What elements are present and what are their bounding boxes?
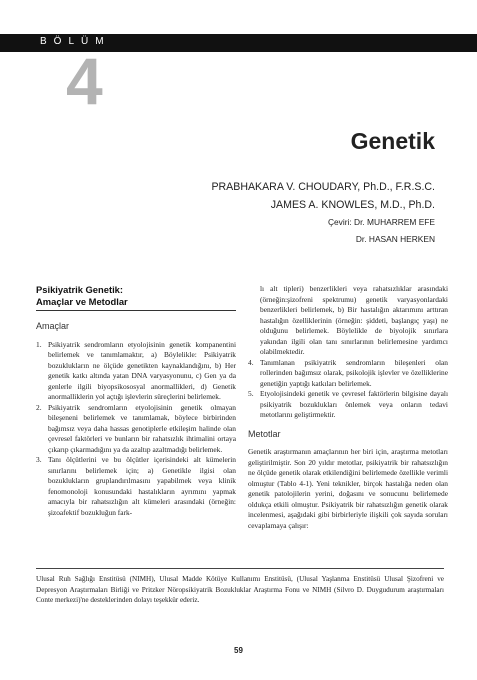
aims-list: [36, 340, 236, 519]
list-number: 5.: [248, 389, 254, 398]
continuation-paragraph: lı alt tipleri) benzerlikleri veya rahatsızlıklar arasındaki (örneğin:şizofreni spektrumu) genetik varyasyonlardaki benzerlikleri belirlemek, b) Bir hastalığın aktarımını arttıran hastalığın özelliklerinin (örneğin: şiddeti, başlangıç yaşı) ne olduğunu belirlemek. Böylelikle de biyolojik sınırlara yakından ilgili olan tanı sınırlarının belirlemesine yardımcı olabilmektedir.: [260, 284, 448, 356]
section-rule: [36, 310, 236, 311]
list-number: 4.: [248, 357, 254, 367]
section-title: [36, 284, 236, 308]
author-list: [211, 178, 435, 214]
list-text: Psikiyatrik sendromların etyolojisinin genetik olmayan bileşeneni belirlemek ve tanımlamak, böylece birbirinden bağımsız veya daha hassas genotiplerle etkileşim halinde olan çevresel faktörleri ve bunların bir rahatsızlık ihtimalini ortaya çıkarıp çıkarmadığını ya da azaltıp azaltmadığı belirlemek.: [48, 402, 236, 454]
footnote-rule: [36, 568, 444, 569]
list-item: [248, 389, 448, 421]
list-text: Psikiyatrik sendromların etyolojisinin genetik kompanentini belirlemek ve tanımlamaktır, a) Böylelikle: Psikiyatrik bozuklukların ne ölçüde genetikten kaynaklandığını, b) Her genetik katkı altında yatan DNA varyasyonunu, c) Gen ya da genlerle ilgili biyopsikososyal anormallikleri, d) Genetik anormalliklerin yol açtığı işlevlerin süreçlerini belirlemek.: [48, 339, 236, 401]
aims-list-continued: [248, 358, 448, 421]
list-item: [36, 403, 236, 456]
chapter-label: BÖLÜM: [40, 36, 111, 47]
translator-list: [328, 214, 435, 248]
list-text: Etyolojisindeki genetik ve çevresel faktörlerin bilgisine dayalı psikiyatrik bozuklukları önlemek veya onların tedavi metotlarını geliştirmektir.: [260, 389, 448, 419]
list-item: [36, 455, 236, 518]
methods-text: [248, 447, 448, 531]
right-column: [248, 284, 448, 531]
list-number: 1.: [36, 339, 42, 349]
list-item: [248, 358, 448, 390]
list-item: [36, 340, 236, 403]
subsection-title: Amaçlar: [36, 321, 70, 331]
translator: Dr. HASAN HERKEN: [355, 234, 435, 244]
list-text: Tanı ölçütlerini ve bu ölçütler içerisindeki alt kümelerin sınırlarını belirlemek için; a) Genetikle ilgisi olan bozuklukların gruplandırılmasını yapabilmek veya klinik fenomonoloji konusundaki hastalıkların ayrımını yapmak amacıyla bir rahatsızlığın alt kümeleri arasındaki (örneğin: şizoafektif bozukluğun fark-: [48, 455, 236, 517]
continuation-text: [248, 284, 448, 358]
translator: Çeviri: Dr. MUHARREM EFE: [327, 217, 435, 227]
author: PRABHAKARA V. CHOUDARY, Ph.D., F.R.S.C.: [211, 181, 435, 193]
list-number: 3.: [36, 455, 42, 464]
list-text: Tanımlanan psikiyatrik sendromların bileşenleri olan rollerinden bağımsız olarak, psikolojik işlevler ve özelliklerine genetiğin yaptığı katkıları belirlemek.: [260, 357, 448, 388]
methods-paragraph: Genetik araştırmanın amaçlarının her biri için, araştırma metotları geliştirilmiştir. Son 20 yıldır metotlar, psikiyatrik bir rahatsızlığın ne ölçüde genetik olarak etkilendiğini belirlemede özellikle verimli olmuştur (Tablo 4-1). Yeni teknikler, birçok hastalığa neden olan genetik patolojilerin yerini, doğasını ve sonucunu belirlemede oldukça etkili olmuştur. Psikiyatrik bir rahatsızlığın genetik olarak incelenmesi, aşağıdaki gibi birbirleriyle ilişkili çok sayıda soruları cevaplamaya çalışır:: [248, 447, 448, 530]
chapter-number: 4: [66, 44, 103, 118]
section-title-line: Psikiyatrik Genetik:: [36, 284, 124, 295]
left-column: [36, 284, 236, 518]
author: JAMES A. KNOWLES, M.D., Ph.D.: [270, 199, 435, 211]
footnote: Ulusal Ruh Sağlığı Enstitüsü (NIMH), Ulusal Madde Kötüye Kullanımı Enstitüsü, (Ulusal Yaşlanma Enstitüsü Ulusal Şizofreni ve Depresyon Araştırmaları Birliği ve Pritzker Nöropsikiyatrik Bozukluklar Araştırma Fonu ve NIMH (Silvro D. Duygudurum araştırmaları Conte merkezi)'ne desteklerinden dolayı teşekkür ederiz.: [36, 575, 444, 605]
subsection-title: Metotlar: [248, 428, 281, 439]
section-title-line: Amaçlar ve Metodlar: [36, 296, 128, 307]
chapter-title: Genetik: [350, 128, 435, 154]
page-number: 59: [234, 646, 243, 655]
list-number: 2.: [36, 402, 42, 412]
